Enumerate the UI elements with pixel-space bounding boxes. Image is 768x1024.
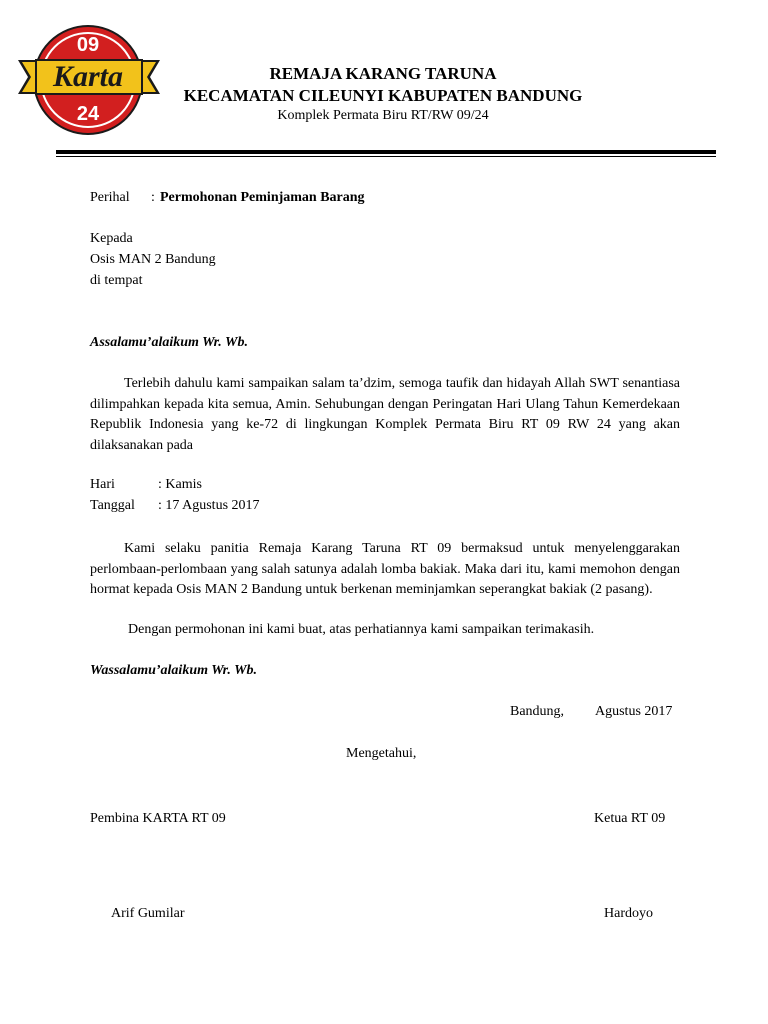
recipient-line-1: Kepada	[90, 231, 133, 246]
right-signatory-name: Hardoyo	[604, 906, 653, 921]
header-rule-thin	[56, 156, 716, 157]
body-paragraph-2	[90, 539, 680, 601]
recipient-line-3: di tempat	[90, 273, 143, 288]
district-name: KECAMATAN CILEUNYI KABUPATEN BANDUNG	[183, 86, 583, 105]
left-signatory-title: Pembina KARTA RT 09	[90, 811, 226, 826]
subject-label: Perihal	[90, 190, 130, 205]
org-address: Komplek Permata Biru RT/RW 09/24	[277, 108, 489, 123]
right-signatory-title: Ketua RT 09	[594, 811, 666, 826]
subject-value: Permohonan Peminjaman Barang	[160, 190, 365, 205]
acknowledged-label: Mengetahui,	[346, 746, 417, 761]
header-rule-thick	[56, 150, 716, 154]
left-signatory-name: Arif Gumilar	[111, 906, 185, 921]
subject-separator: :	[151, 190, 155, 205]
recipient-line-2: Osis MAN 2 Bandung	[90, 252, 216, 267]
body-paragraph-2-text: Kami selaku panitia Remaja Karang Taruna RT 09 bermaksud untuk menyelenggarakan perlombaan-perlombaan yang salah satunya adalah lomba bakiak. Maka dari itu, kami memohon dengan hormat kepada Osis MAN 2 Bandung untuk berkenan meminjamkan seperangkat bakiak (2 pasang).	[90, 541, 680, 598]
event-date-value: : 17 Agustus 2017	[158, 498, 260, 513]
event-day-value: : Kamis	[158, 477, 202, 492]
org-name: REMAJA KARANG TARUNA	[269, 64, 497, 83]
closing-greeting: Wassalamu’alaikum Wr. Wb.	[90, 663, 258, 678]
logo-text-bottom: 24	[76, 103, 100, 125]
logo-text-top: 09	[76, 34, 100, 56]
logo-text-mid: Karta	[52, 60, 124, 93]
event-date-label: Tanggal	[90, 498, 135, 513]
letter-date: Agustus 2017	[595, 704, 673, 719]
body-paragraph-3: Dengan permohonan ini kami buat, atas perhatiannya kami sampaikan terimakasih.	[128, 622, 595, 637]
event-day-label: Hari	[90, 477, 115, 492]
opening-greeting: Assalamu’alaikum Wr. Wb.	[90, 335, 248, 350]
letter-place: Bandung,	[510, 704, 565, 719]
body-paragraph-1-text: Terlebih dahulu kami sampaikan salam ta’dzim, semoga taufik dan hidayah Allah SWT senantiasa dilimpahkan kepada kita semua, Amin. Sehubungan dengan Peringatan Hari Ulang Tahun Kemerdekaan Republik Indonesia yang ke-72 di lingkungan Komplek Permata Biru RT 09 RW 24 yang akan dilaksanakan pada	[90, 376, 680, 454]
body-paragraph-1	[90, 374, 680, 457]
